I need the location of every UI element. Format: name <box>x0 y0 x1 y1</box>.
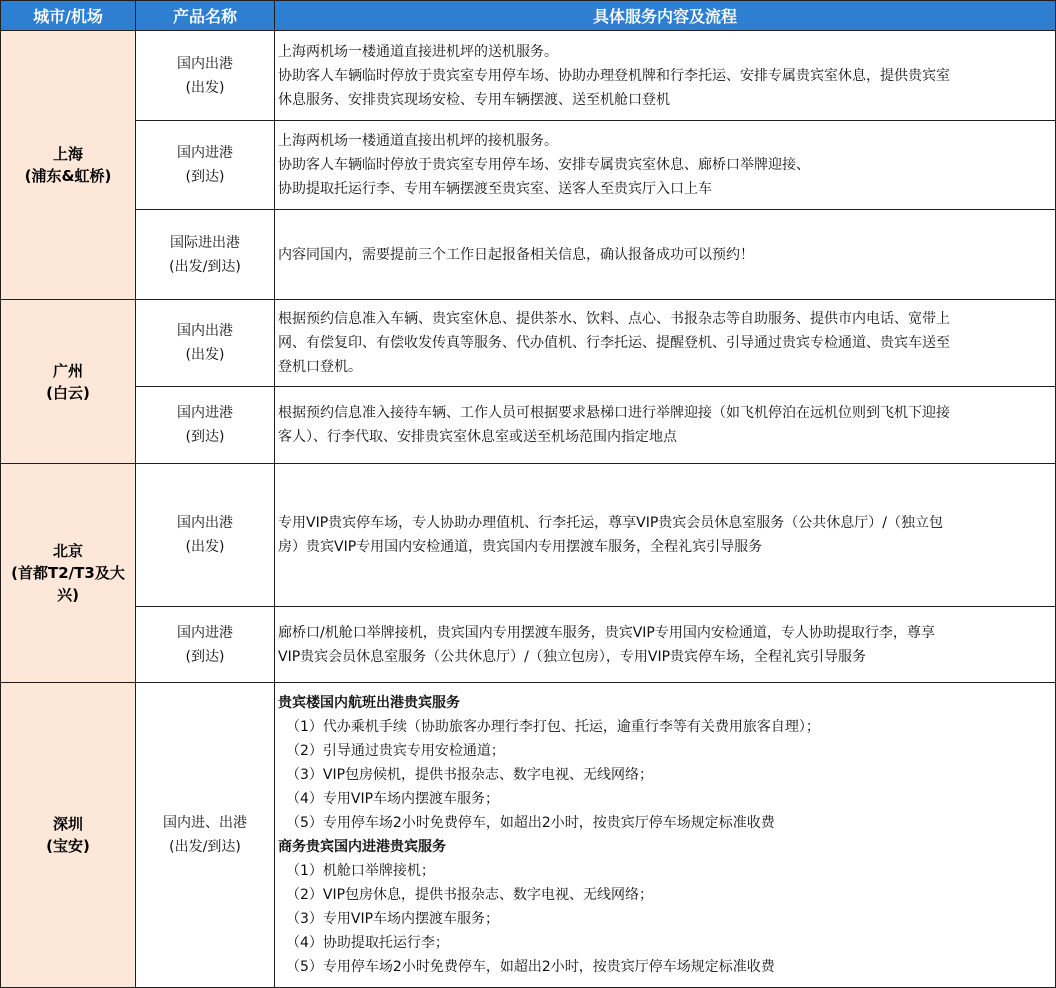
product-sub: (出发) <box>185 347 225 363</box>
content-line: 上海两机场一楼通道直接出机坪的接机服务。 <box>278 133 558 149</box>
header-product: 产品名称 <box>136 1 275 31</box>
city-cell-beijing <box>1 464 136 683</box>
content-line: 廊桥口/机舱口举牌接机，贵宾国内专用摆渡车服务，贵宾VIP专用国内安检通道，专人协助提取行李，尊享 <box>278 624 935 641</box>
product-cell <box>136 300 275 387</box>
table-row <box>1 31 1056 121</box>
product-name: 国内进港 <box>177 624 233 641</box>
content-line: 专用VIP贵宾停车场，专人协助办理值机、行李托运，尊享VIP贵宾会员休息室服务（公共休息厅）/（独立包 <box>278 515 944 531</box>
airport-name: (首都T2/T3及大兴) <box>11 564 125 604</box>
content-cell <box>275 31 1056 121</box>
content-cell <box>275 464 1056 607</box>
content-cell <box>275 300 1056 387</box>
list-item: （4）协助提取托运行李； <box>286 935 449 951</box>
product-name: 国内出港 <box>177 55 233 72</box>
table-row <box>1 121 1056 210</box>
content-line: 休息服务、安排贵宾现场安检、专用车辆摆渡、送至机舱口登机 <box>278 91 670 108</box>
header-content: 具体服务内容及流程 <box>275 1 1056 31</box>
product-name: 国际进出港 <box>170 234 240 251</box>
content-line: 协助客人车辆临时停放于贵宾室专用停车场、安排专属贵宾室休息、廊桥口举牌迎接、 <box>278 157 810 173</box>
content-cell <box>275 607 1056 683</box>
product-cell <box>136 387 275 464</box>
content-cell <box>275 121 1056 210</box>
content-cell <box>275 387 1056 464</box>
table-row <box>1 210 1056 300</box>
list-item: （2）引导通过贵宾专用安检通道； <box>286 743 505 759</box>
content-cell <box>275 210 1056 300</box>
product-name: 国内出港 <box>177 323 233 339</box>
product-sub: (出发/到达) <box>169 258 241 275</box>
table-row <box>1 607 1056 683</box>
header-row <box>1 1 1056 31</box>
list-item: （1）机舱口举牌接机； <box>286 863 435 879</box>
list-item: （3）VIP包房候机，提供书报杂志、数字电视、无线网络； <box>286 767 654 783</box>
list-item: （5）专用停车场2小时免费停车，如超出2小时，按贵宾厅停车场规定标准收费 <box>286 815 775 831</box>
list-item: （3）专用VIP车场内摆渡车服务； <box>286 911 500 927</box>
content-line: VIP贵宾会员休息室服务（公共休息厅）/（独立包房），专用VIP贵宾停车场，全程礼宾引导服务 <box>278 648 867 665</box>
table-row <box>1 387 1056 464</box>
city-cell-guangzhou <box>1 300 136 464</box>
content-line: 登机口登机。 <box>278 359 362 375</box>
content-line: 客人）、行李代取、安排贵宾室休息室或送至机场范围内指定地点 <box>278 429 677 445</box>
product-sub: (出发) <box>185 79 225 96</box>
product-cell <box>136 607 275 683</box>
list-item: （4）专用VIP车场内摆渡车服务； <box>286 791 500 807</box>
city-cell-shenzhen <box>1 683 136 988</box>
product-cell <box>136 683 275 988</box>
content-line: 内容同国内，需要提前三个工作日起报备相关信息，确认报备成功可以预约！ <box>278 246 754 263</box>
section-title: 商务贵宾国内进港贵宾服务 <box>278 839 446 855</box>
product-cell <box>136 210 275 300</box>
product-name: 国内进、出港 <box>163 815 247 831</box>
table-row <box>1 300 1056 387</box>
product-sub: (出发/到达) <box>169 839 241 855</box>
list-item: （1）代办乘机手续（协助旅客办理行李打包、托运，逾重行李等有关费用旅客自理）； <box>286 719 820 735</box>
content-line: 网、有偿复印、有偿收发传真等服务、代办值机、行李托运、提醒登机、引导通过贵宾专检通道、贵宾车送至 <box>278 335 950 351</box>
content-line: 上海两机场一楼通道直接进机坪的送机服务。 <box>278 43 558 60</box>
city-cell-shanghai <box>1 31 136 300</box>
city-name: 广州 <box>52 361 83 380</box>
airport-name: (浦东&虹桥) <box>24 167 112 185</box>
city-name: 深圳 <box>52 815 83 833</box>
product-sub: (到达) <box>185 429 225 445</box>
product-name: 国内进港 <box>177 145 233 161</box>
content-line: 房）贵宾VIP专用国内安检通道，贵宾国内专用摆渡车服务，全程礼宾引导服务 <box>278 539 763 555</box>
content-line: 协助客人车辆临时停放于贵宾室专用停车场、协助办理登机牌和行李托运、安排专属贵宾室休息，提供贵宾室 <box>278 67 950 84</box>
list-item: （5）专用停车场2小时免费停车，如超出2小时，按贵宾厅停车场规定标准收费 <box>286 959 775 975</box>
content-line: 根据预约信息准入接待车辆、工作人员可根据要求悬梯口进行举牌迎接（如飞机停泊在远机位则到飞机下迎接 <box>278 405 950 421</box>
list-item: （2）VIP包房休息，提供书报杂志、数字电视、无线网络； <box>286 887 654 903</box>
content-line: 协助提取托运行李、专用车辆摆渡至贵宾室、送客人至贵宾厅入口上车 <box>278 181 712 197</box>
airport-name: (白云) <box>46 383 90 402</box>
city-name: 北京 <box>52 542 83 560</box>
header-city: 城市/机场 <box>1 1 136 31</box>
product-name: 国内出港 <box>177 515 233 531</box>
city-name: 上海 <box>52 145 83 163</box>
table-row <box>1 683 1056 988</box>
product-cell <box>136 121 275 210</box>
product-sub: (到达) <box>185 648 225 665</box>
product-sub: (出发) <box>185 539 225 555</box>
product-cell <box>136 31 275 121</box>
product-sub: (到达) <box>185 169 225 185</box>
section-title: 贵宾楼国内航班出港贵宾服务 <box>278 695 460 711</box>
table-row <box>1 464 1056 607</box>
product-name: 国内进港 <box>177 405 233 421</box>
content-line: 根据预约信息准入车辆、贵宾室休息、提供茶水、饮料、点心、书报杂志等自助服务、提供市内电话、宽带上 <box>278 311 950 327</box>
product-cell <box>136 464 275 607</box>
content-cell <box>275 683 1056 988</box>
airport-name: (宝安) <box>46 837 90 855</box>
